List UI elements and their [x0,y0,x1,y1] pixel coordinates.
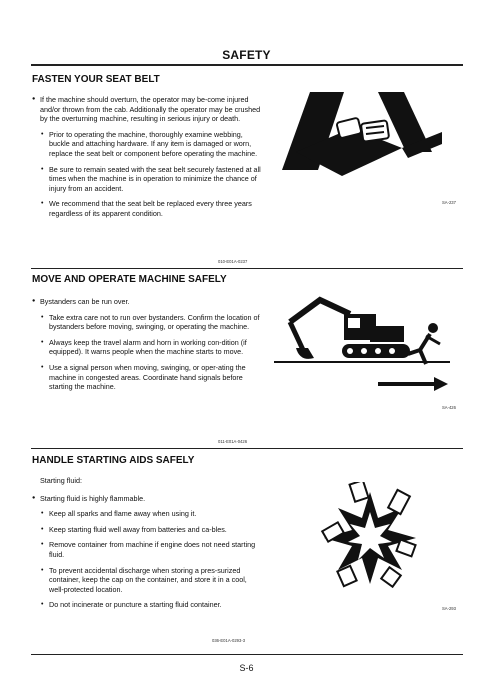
list-item: • Be sure to remain seated with the seat belt securely fastened at all times when the machine is in operation to minimize the chance of injury from an accident. [32,165,262,194]
section-divider [31,268,463,269]
document-code: 036-E01A-0293-3 [212,638,246,643]
list-item: • Take extra care not to run over bystanders. Confirm the location of bystanders before moving, swinging, or operating the machine. [32,313,262,332]
list-item: • To prevent accidental discharge when storing a pres-surized container, keep the cap on the container, and store it in a cool, well-protected location. [32,566,262,595]
footer-rule [31,654,463,655]
seat-belt-illustration [282,92,442,182]
list-item: • Keep all sparks and flame away when using it. [32,509,262,519]
list-item: • Do not incinerate or puncture a starting fluid container. [32,600,262,610]
figure-code: SA-237 [442,200,456,205]
section-heading-starting-aids: HANDLE STARTING AIDS SAFELY [32,455,195,466]
figure-code: SA-426 [442,405,456,410]
section-divider [31,448,463,449]
section-heading-seat-belt: FASTEN YOUR SEAT BELT [32,74,160,85]
header-rule [31,64,463,66]
bullet-lead: ● If the machine should overturn, the operator may be-come injured and/or thrown from the cab. Additionally the operator may be crushed by the overturning machine, resulting in serious injury or death. [32,95,262,124]
intro-text: Starting fluid: [40,476,82,485]
list-item: • Remove container from machine if engine does not need starting fluid. [32,540,262,559]
list-item: • Prior to operating the machine, thoroughly examine webbing, buckle and attaching hardware. If any item is damaged or worn, replace the seat belt or component before operating the machine. [32,130,262,159]
document-code: 010-E01A-0237 [218,259,248,264]
bullet-lead: ● Bystanders can be run over. [32,297,262,307]
list-item: • Always keep the travel alarm and horn in working con-dition (if equipped). It warns people when the machine starts to move. [32,338,262,357]
section-body-starting-aids [32,476,262,616]
excavator-bystander-illustration [270,292,450,398]
section-body-seat-belt [32,95,262,225]
list-item: • We recommend that the seat belt be replaced every three years regardless of its apparent condition. [32,199,262,218]
page-number: S-6 [239,663,254,673]
figure-code: SA-293 [442,606,456,611]
bullet-lead: ● Starting fluid is highly flammable. [32,494,262,504]
page-title: SAFETY [222,48,271,62]
list-item: • Keep starting fluid well away from batteries and ca-bles. [32,525,262,535]
starting-fluid-explosion-illustration [318,482,422,592]
section-body-move-operate [32,297,262,398]
list-item: • Use a signal person when moving, swinging, or oper-ating the machine in congested areas. Coordinate hand signals before starting the machine. [32,363,262,392]
section-heading-move-operate: MOVE AND OPERATE MACHINE SAFELY [32,274,227,285]
document-code: 011-E01A-0426 [218,439,248,444]
